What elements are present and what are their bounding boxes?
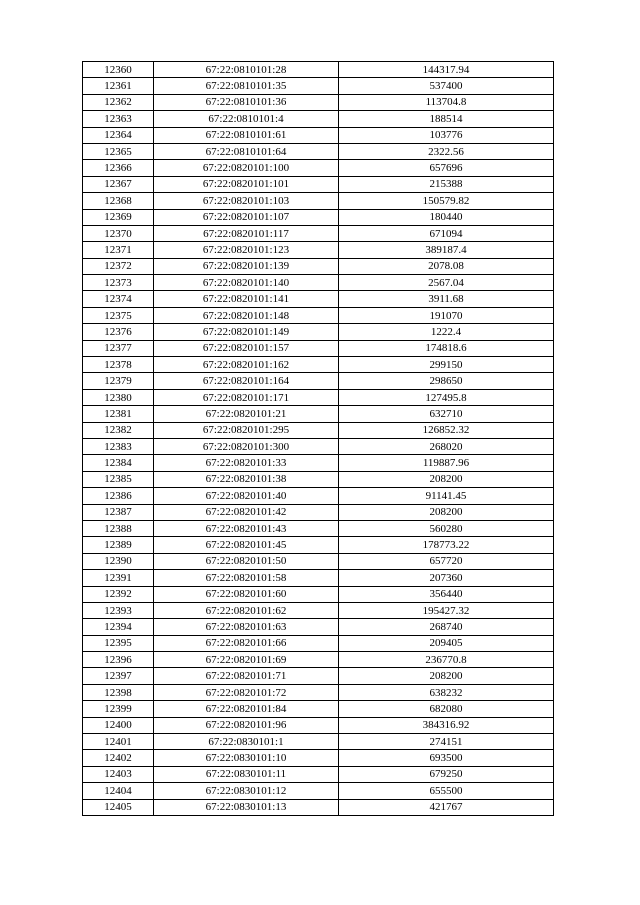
value-cell: 560280 [339,520,554,536]
value-cell: 632710 [339,406,554,422]
cadastral-number-cell: 67:22:0820101:149 [154,324,339,340]
table-row [83,701,554,717]
table-row [83,242,554,258]
table-row [83,78,554,94]
table-row [83,406,554,422]
cadastral-number-cell: 67:22:0820101:123 [154,242,339,258]
row-number-cell: 12388 [83,520,154,536]
cadastral-number-cell: 67:22:0820101:117 [154,225,339,241]
value-cell: 638232 [339,684,554,700]
value-cell: 421767 [339,799,554,815]
value-cell: 679250 [339,766,554,782]
table-row [83,357,554,373]
table-row [83,783,554,799]
row-number-cell: 12393 [83,602,154,618]
cadastral-number-cell: 67:22:0820101:295 [154,422,339,438]
cadastral-number-cell: 67:22:0820101:157 [154,340,339,356]
cadastral-number-cell: 67:22:0830101:13 [154,799,339,815]
cadastral-number-cell: 67:22:0820101:66 [154,635,339,651]
value-cell: 274151 [339,734,554,750]
row-number-cell: 12383 [83,438,154,454]
row-number-cell: 12360 [83,62,154,78]
row-number-cell: 12375 [83,307,154,323]
row-number-cell: 12392 [83,586,154,602]
table-row [83,668,554,684]
value-cell: 209405 [339,635,554,651]
cadastral-number-cell: 67:22:0820101:33 [154,455,339,471]
row-number-cell: 12394 [83,619,154,635]
cadastral-number-cell: 67:22:0820101:69 [154,652,339,668]
value-cell: 2078.08 [339,258,554,274]
cadastral-number-cell: 67:22:0820101:96 [154,717,339,733]
table-row [83,160,554,176]
value-cell: 537400 [339,78,554,94]
cadastral-number-cell: 67:22:0830101:1 [154,734,339,750]
value-cell: 682080 [339,701,554,717]
cadastral-number-cell: 67:22:0810101:61 [154,127,339,143]
value-cell: 113704.8 [339,94,554,110]
value-cell: 2322.56 [339,143,554,159]
cadastral-number-cell: 67:22:0820101:60 [154,586,339,602]
row-number-cell: 12365 [83,143,154,159]
value-cell: 208200 [339,504,554,520]
cadastral-number-cell: 67:22:0820101:162 [154,357,339,373]
value-cell: 208200 [339,471,554,487]
table-row [83,652,554,668]
row-number-cell: 12366 [83,160,154,176]
row-number-cell: 12402 [83,750,154,766]
value-cell: 119887.96 [339,455,554,471]
cadastral-number-cell: 67:22:0820101:139 [154,258,339,274]
value-cell: 150579.82 [339,193,554,209]
cadastral-number-cell: 67:22:0820101:58 [154,570,339,586]
cadastral-number-cell: 67:22:0820101:21 [154,406,339,422]
value-cell: 657720 [339,553,554,569]
row-number-cell: 12377 [83,340,154,356]
table-row [83,635,554,651]
value-cell: 178773.22 [339,537,554,553]
cadastral-number-cell: 67:22:0820101:50 [154,553,339,569]
cadastral-number-cell: 67:22:0820101:40 [154,488,339,504]
value-cell: 127495.8 [339,389,554,405]
data-table [82,61,554,816]
row-number-cell: 12390 [83,553,154,569]
row-number-cell: 12405 [83,799,154,815]
value-cell: 389187.4 [339,242,554,258]
table-row [83,258,554,274]
value-cell: 144317.94 [339,62,554,78]
table-row [83,373,554,389]
cadastral-number-cell: 67:22:0820101:42 [154,504,339,520]
value-cell: 3911.68 [339,291,554,307]
cadastral-number-cell: 67:22:0830101:10 [154,750,339,766]
row-number-cell: 12378 [83,357,154,373]
table-row [83,586,554,602]
row-number-cell: 12385 [83,471,154,487]
table-row [83,602,554,618]
row-number-cell: 12369 [83,209,154,225]
table-row [83,62,554,78]
value-cell: 91141.45 [339,488,554,504]
row-number-cell: 12361 [83,78,154,94]
table-row [83,455,554,471]
table-row [83,488,554,504]
value-cell: 356440 [339,586,554,602]
row-number-cell: 12395 [83,635,154,651]
cadastral-number-cell: 67:22:0820101:107 [154,209,339,225]
cadastral-number-cell: 67:22:0820101:300 [154,438,339,454]
cadastral-number-cell: 67:22:0820101:38 [154,471,339,487]
value-cell: 655500 [339,783,554,799]
table-row [83,553,554,569]
row-number-cell: 12372 [83,258,154,274]
cadastral-number-cell: 67:22:0810101:35 [154,78,339,94]
cadastral-number-cell: 67:22:0820101:164 [154,373,339,389]
value-cell: 693500 [339,750,554,766]
cadastral-number-cell: 67:22:0820101:141 [154,291,339,307]
row-number-cell: 12389 [83,537,154,553]
value-cell: 208200 [339,668,554,684]
cadastral-number-cell: 67:22:0810101:36 [154,94,339,110]
cadastral-number-cell: 67:22:0810101:28 [154,62,339,78]
row-number-cell: 12376 [83,324,154,340]
row-number-cell: 12382 [83,422,154,438]
cadastral-number-cell: 67:22:0820101:43 [154,520,339,536]
table-row [83,176,554,192]
row-number-cell: 12379 [83,373,154,389]
cadastral-number-cell: 67:22:0820101:72 [154,684,339,700]
row-number-cell: 12404 [83,783,154,799]
cadastral-number-cell: 67:22:0820101:140 [154,275,339,291]
row-number-cell: 12363 [83,111,154,127]
row-number-cell: 12370 [83,225,154,241]
table-row [83,291,554,307]
value-cell: 671094 [339,225,554,241]
table-row [83,537,554,553]
cadastral-number-cell: 67:22:0820101:84 [154,701,339,717]
table-row [83,143,554,159]
table-row [83,750,554,766]
value-cell: 2567.04 [339,275,554,291]
row-number-cell: 12380 [83,389,154,405]
cadastral-number-cell: 67:22:0820101:103 [154,193,339,209]
table-row [83,111,554,127]
row-number-cell: 12391 [83,570,154,586]
table-row [83,422,554,438]
table-row [83,471,554,487]
value-cell: 657696 [339,160,554,176]
value-cell: 268020 [339,438,554,454]
row-number-cell: 12398 [83,684,154,700]
table-body [83,62,554,816]
value-cell: 298650 [339,373,554,389]
value-cell: 1222.4 [339,324,554,340]
cadastral-number-cell: 67:22:0830101:11 [154,766,339,782]
cadastral-number-cell: 67:22:0820101:45 [154,537,339,553]
table-row [83,766,554,782]
table-row [83,307,554,323]
table-row [83,193,554,209]
row-number-cell: 12368 [83,193,154,209]
row-number-cell: 12397 [83,668,154,684]
table-row [83,799,554,815]
table-row [83,324,554,340]
cadastral-number-cell: 67:22:0820101:63 [154,619,339,635]
table-row [83,209,554,225]
value-cell: 384316.92 [339,717,554,733]
value-cell: 103776 [339,127,554,143]
row-number-cell: 12386 [83,488,154,504]
value-cell: 195427.32 [339,602,554,618]
table-row [83,94,554,110]
cadastral-number-cell: 67:22:0820101:71 [154,668,339,684]
row-number-cell: 12367 [83,176,154,192]
table-row [83,504,554,520]
row-number-cell: 12384 [83,455,154,471]
row-number-cell: 12373 [83,275,154,291]
value-cell: 299150 [339,357,554,373]
value-cell: 268740 [339,619,554,635]
cadastral-number-cell: 67:22:0820101:62 [154,602,339,618]
row-number-cell: 12362 [83,94,154,110]
row-number-cell: 12381 [83,406,154,422]
table-row [83,438,554,454]
table-row [83,684,554,700]
cadastral-number-cell: 67:22:0820101:148 [154,307,339,323]
cadastral-number-cell: 67:22:0830101:12 [154,783,339,799]
row-number-cell: 12374 [83,291,154,307]
row-number-cell: 12401 [83,734,154,750]
row-number-cell: 12403 [83,766,154,782]
cadastral-number-cell: 67:22:0820101:100 [154,160,339,176]
value-cell: 126852.32 [339,422,554,438]
table-row [83,570,554,586]
table-row [83,275,554,291]
value-cell: 188514 [339,111,554,127]
table-row [83,389,554,405]
row-number-cell: 12400 [83,717,154,733]
row-number-cell: 12396 [83,652,154,668]
table-row [83,734,554,750]
table-row [83,619,554,635]
cadastral-number-cell: 67:22:0810101:64 [154,143,339,159]
row-number-cell: 12387 [83,504,154,520]
value-cell: 215388 [339,176,554,192]
row-number-cell: 12364 [83,127,154,143]
table-row [83,520,554,536]
value-cell: 174818.6 [339,340,554,356]
value-cell: 180440 [339,209,554,225]
cadastral-number-cell: 67:22:0820101:101 [154,176,339,192]
row-number-cell: 12371 [83,242,154,258]
table-row [83,127,554,143]
cadastral-number-cell: 67:22:0810101:4 [154,111,339,127]
value-cell: 236770.8 [339,652,554,668]
value-cell: 191070 [339,307,554,323]
cadastral-number-cell: 67:22:0820101:171 [154,389,339,405]
row-number-cell: 12399 [83,701,154,717]
table-row [83,340,554,356]
table-row [83,717,554,733]
value-cell: 207360 [339,570,554,586]
table-row [83,225,554,241]
